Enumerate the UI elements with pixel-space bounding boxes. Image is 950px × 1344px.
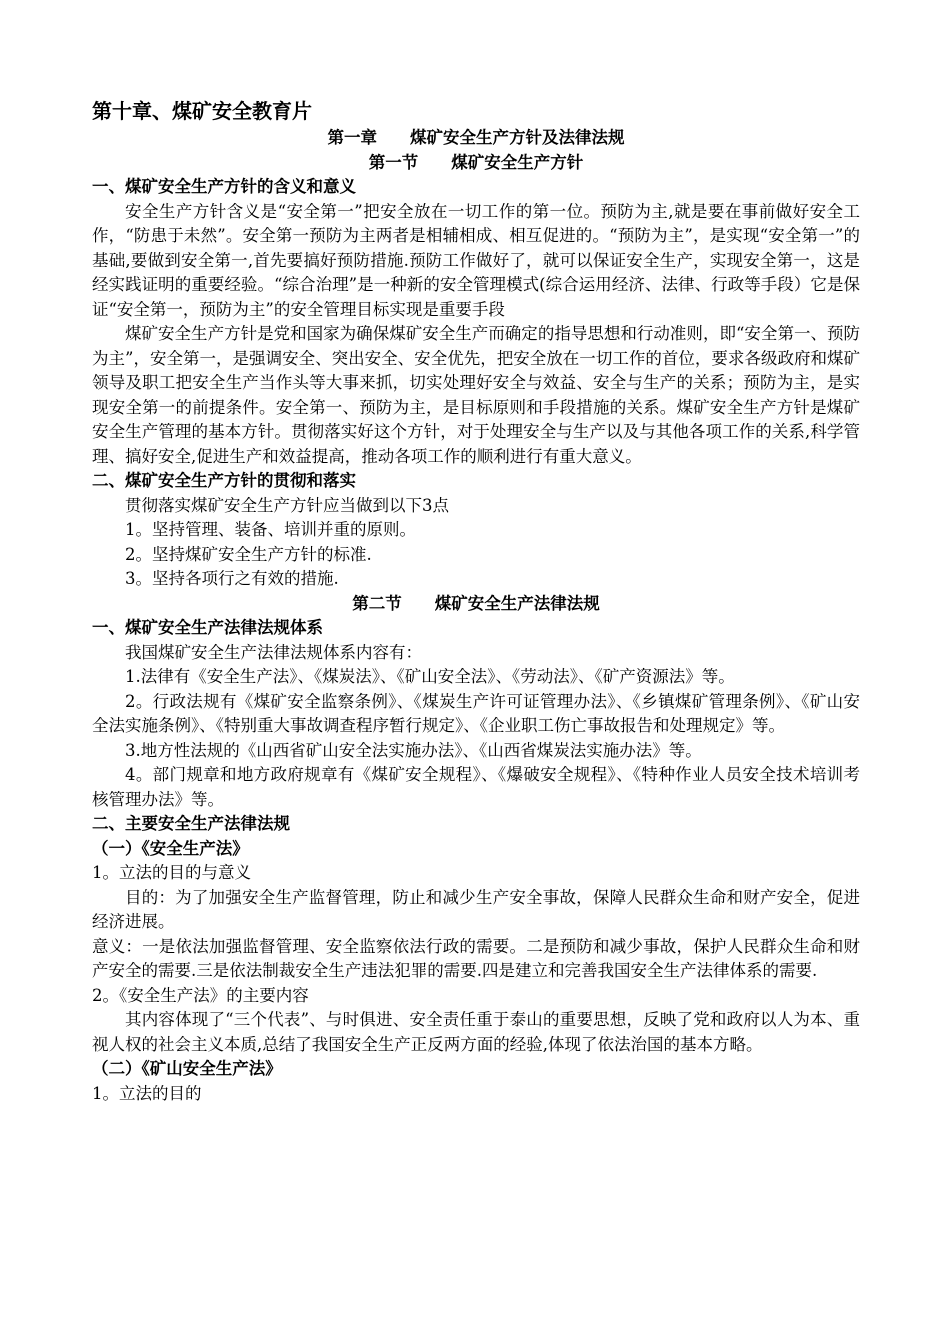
paragraph: 贯彻落实煤矿安全生产方针应当做到以下3点 <box>125 495 449 515</box>
section-heading-meaning: 一、煤矿安全生产方针的含义和意义 <box>92 177 356 196</box>
chapter-title: 第十章、煤矿安全教育片 <box>92 99 312 123</box>
paragraph: 1.法律有《安全生产法》、《煤炭法》、《矿山安全法》、《劳动法》、《矿产资源法》等。 <box>125 667 735 686</box>
subheading: 2。《安全生产法》的主要内容 <box>92 985 309 1005</box>
law-heading-mine-safety: （二）《矿山安全生产法》 <box>92 1059 282 1078</box>
section-heading-implementation: 二、煤矿安全生产方针的贯彻和落实 <box>92 471 356 490</box>
section-heading-law-system: 一、煤矿安全生产法律法规体系 <box>92 618 323 637</box>
list-item: 3。坚持各项行之有效的措施. <box>125 569 339 588</box>
list-item: 1。坚持管理、装备、培训并重的原则。 <box>125 520 416 539</box>
paragraph: 安全生产方针含义是“安全第一”把安全放在一切工作的第一位。预防为主,就是要在事前做好安全工作，“防患于未然”。安全第一预防为主两者是相辅相成、相互促进的。“预防为主”，是实现“安全第一”的基础,要做到安全第一,首先要搞好预防措施.预防工作做好了，就可以保证安全生产，实现安全第一，这是经实践证明的重要经验。“综合治理”是一种新的安全管理模式(综合运用经济、法律、行政等手段）它是保证“安全第一，预防为主”的安全管理目标实现是重要手段 <box>92 201 860 319</box>
section-two-heading: 第二节 煤矿安全生产法律法规 <box>352 593 600 613</box>
paragraph: 2。行政法规有《煤矿安全监察条例》、《煤炭生产许可证管理办法》、《乡镇煤矿管理条例》、《矿山安全法实施条例》、《特别重大事故调查程序暂行规定》、《企业职工伤亡事故报告和处理规定》等。 <box>92 691 860 735</box>
chapter-one-heading: 第一章 煤矿安全生产方针及法律法规 <box>327 128 625 147</box>
law-heading-safety-production: （一）《安全生产法》 <box>92 838 249 858</box>
section-heading-main-laws: 二、主要安全生产法律法规 <box>92 814 290 833</box>
list-item: 2。坚持煤矿安全生产方针的标准. <box>125 544 372 564</box>
paragraph: 目的：为了加强安全生产监督管理，防止和减少生产安全事故，保障人民群众生命和财产安全，促进经济进展。 <box>92 887 860 931</box>
paragraph: 意义：一是依法加强监督管理、安全监察依法行政的需要。二是预防和减少事故，保护人民群众生命和财产安全的需要.三是依法制裁安全生产违法犯罪的需要.四是建立和完善我国安全生产法律体系的需要. <box>92 936 860 980</box>
subheading: 1。立法的目的 <box>92 1083 202 1103</box>
paragraph: 煤矿安全生产方针是党和国家为确保煤矿安全生产而确定的指导思想和行动准则，即“安全第一、预防为主”，安全第一，是强调安全、突出安全、安全优先，把安全放在一切工作的首位，要求各级政府和煤矿领导及职工把安全生产当作头等大事来抓，切实处理好安全与效益、安全与生产的关系；预防为主，是实现安全第一的前提条件。安全第一、预防为主，是目标原则和手段措施的关系。煤矿安全生产方针是煤矿安全生产管理的基本方针。贯彻落实好这个方针，对于处理安全与生产以及与其他各项工作的关系,科学管理、搞好安全,促进生产和效益提高，推动各项工作的顺利进行有重大意义。 <box>92 324 860 466</box>
paragraph: 其内容体现了“三个代表”、与时俱进、安全责任重于泰山的重要思想，反映了党和政府以人为本、重视人权的社会主义本质,总结了我国安全生产正反两方面的经验,体现了依法治国的基本方略。 <box>92 1010 860 1054</box>
subheading: 1。立法的目的与意义 <box>92 863 251 882</box>
paragraph: 4。部门规章和地方政府规章有《煤矿安全规程》、《爆破安全规程》、《特种作业人员安全技术培训考核管理办法》等。 <box>92 765 860 809</box>
paragraph: 我国煤矿安全生产法律法规体系内容有： <box>125 642 422 662</box>
section-one-heading: 第一节 煤矿安全生产方针 <box>368 152 584 172</box>
paragraph: 3.地方性法规的《山西省矿山安全法实施办法》、《山西省煤炭法实施办法》等。 <box>125 740 702 760</box>
document-page <box>92 96 860 1106</box>
